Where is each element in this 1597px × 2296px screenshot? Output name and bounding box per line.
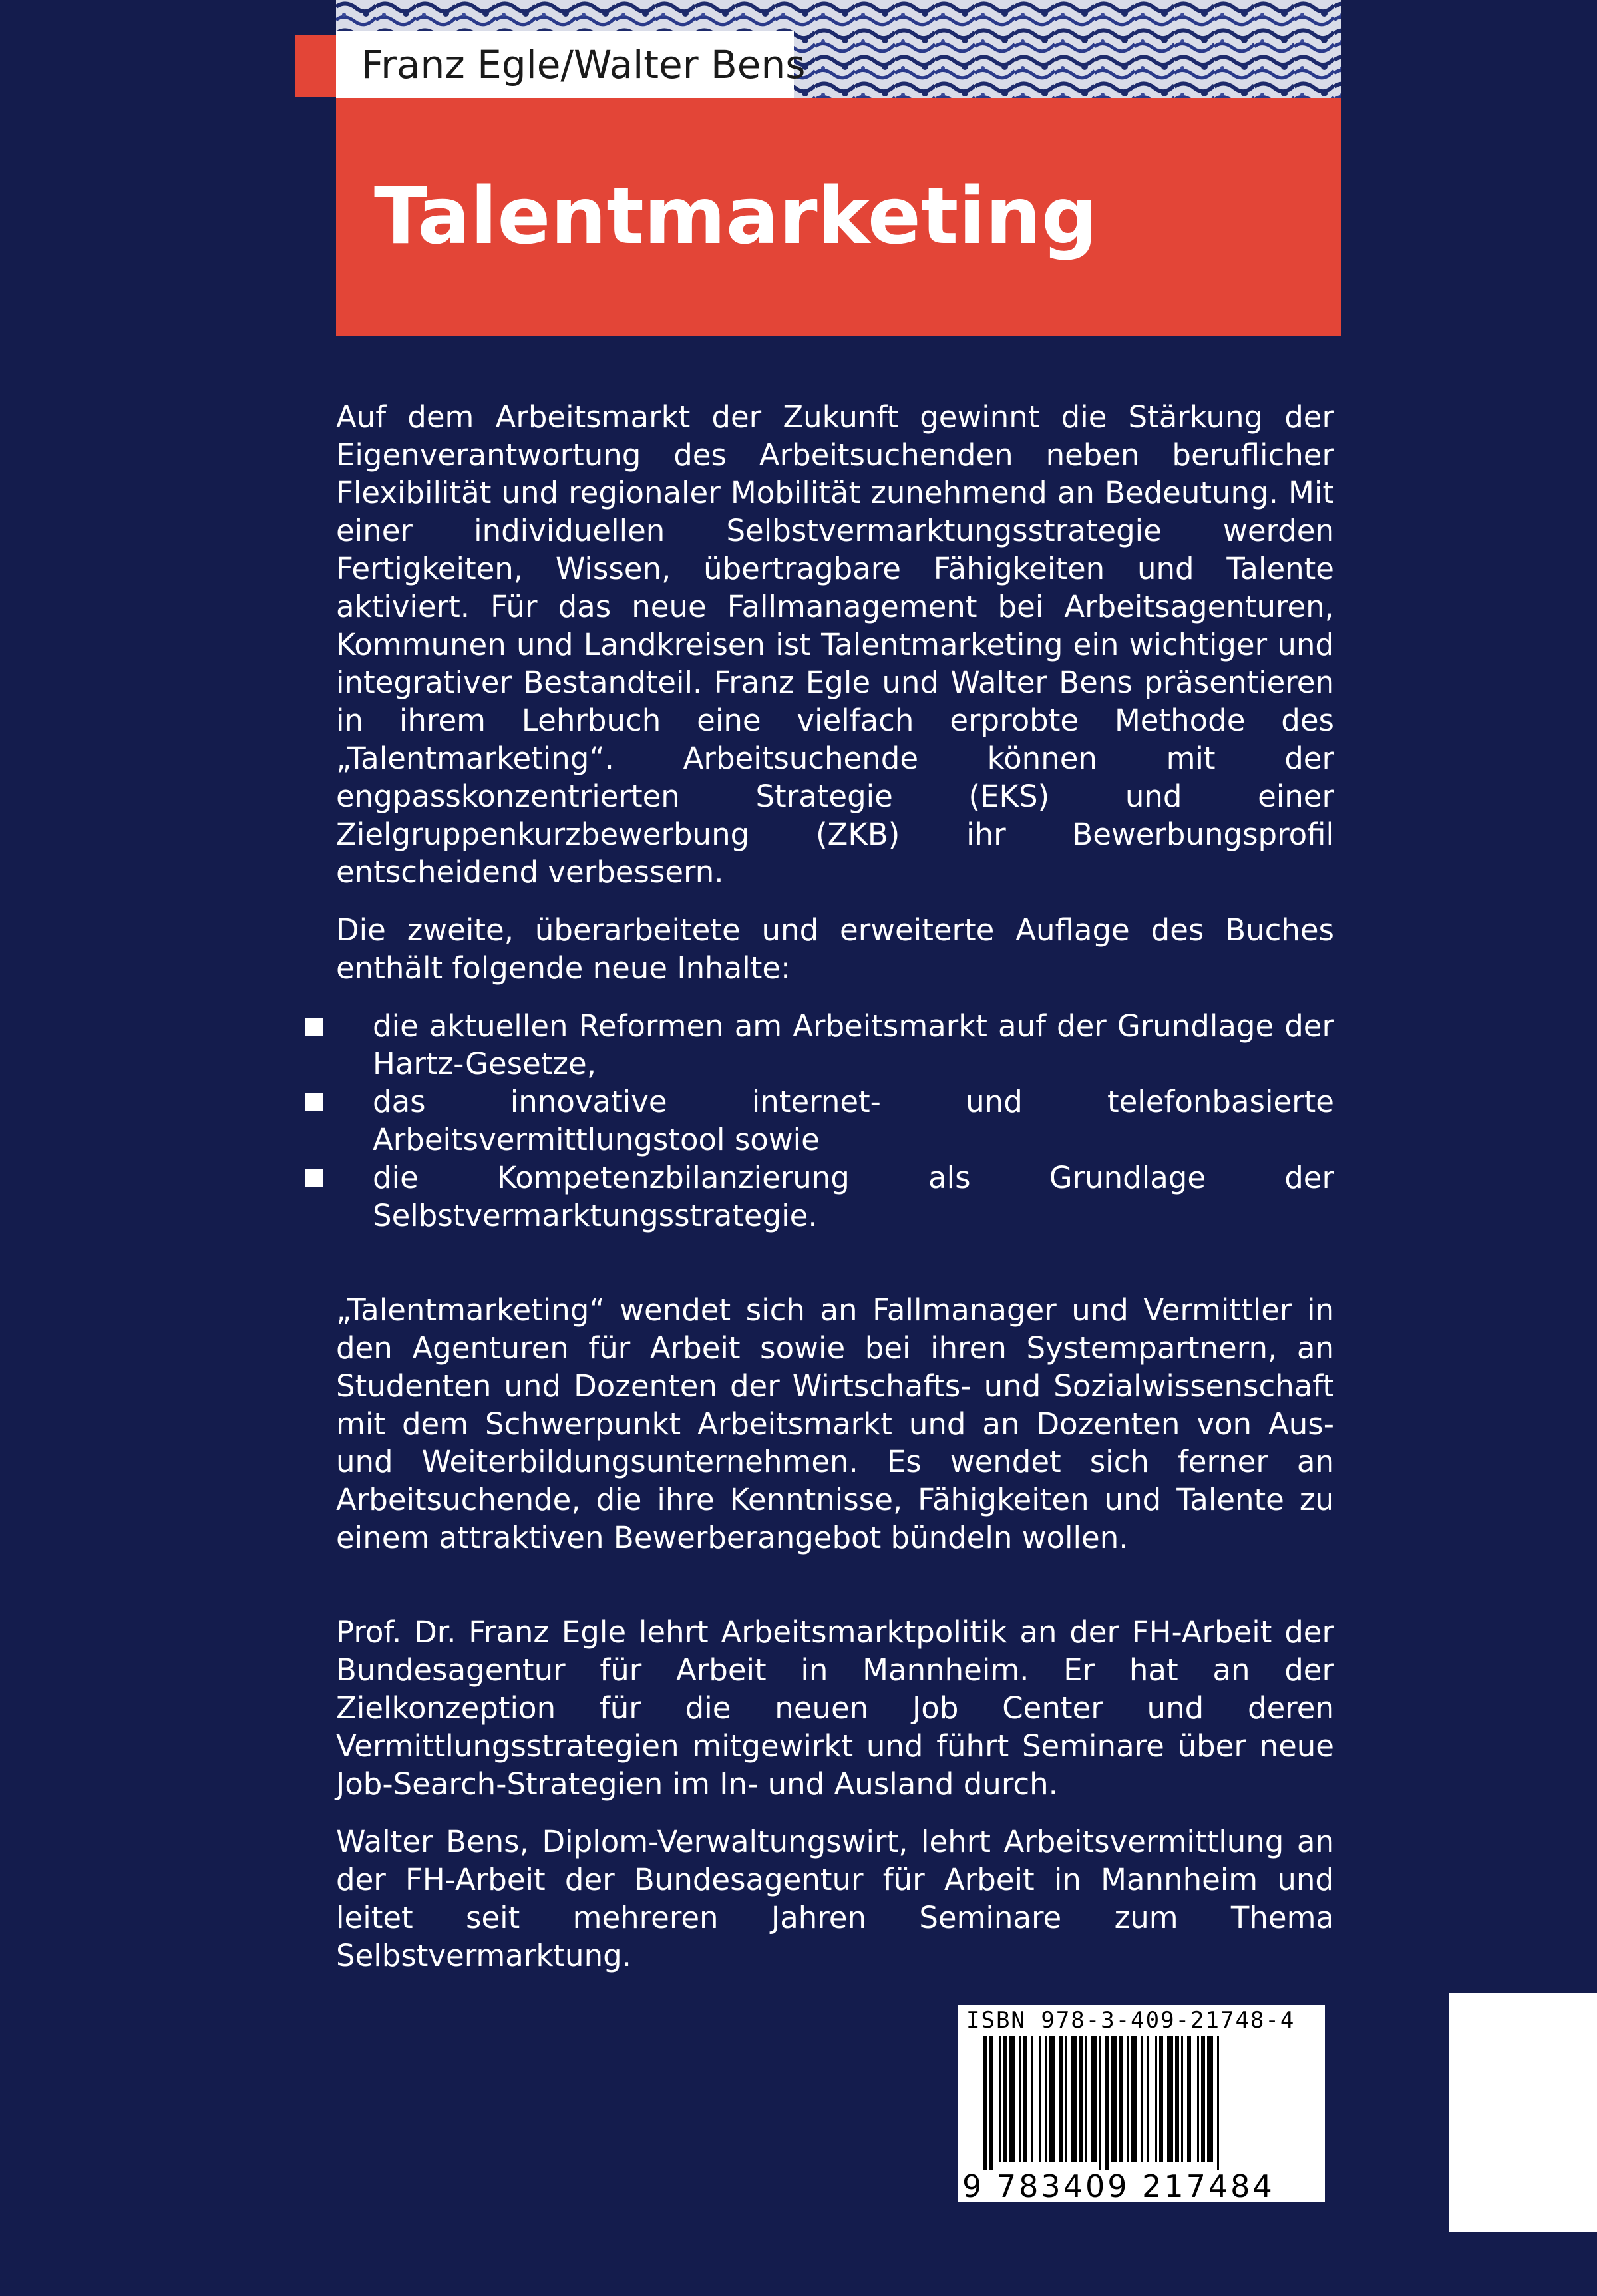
list-item [305,1159,1334,1235]
barcode-panel [958,2005,1325,2202]
list-item-text: die Kompetenzbilanzierung als Grundlage der Selbstvermarktungsstrategie. [373,1160,1334,1233]
corner-sticker-area [1449,1993,1597,2232]
isbn-label: ISBN 978-3-409-21748-4 [966,2007,1296,2034]
square-bullet-icon [305,1093,323,1111]
back-cover-text [336,398,1334,1975]
new-content-list [336,1007,1334,1235]
title-banner [336,98,1341,336]
list-item-text: das innovative internet- und telefonbasierte Arbeitsvermittlungstool sowie [373,1084,1334,1157]
authors: Franz Egle/Walter Bens [361,41,806,87]
audience-paragraph: „Talentmarketing“ wendet sich an Fallmanager und Vermittler in den Agenturen für Arbeit sowie bei ihren Systempartnern, an Studenten und Dozenten der Wirtschafts- und Sozialwissenschaft mit dem Schwerpunkt Arbeitsmarkt und an Dozenten von Aus- und Weiterbildungsunternehmen. Es wendet sich ferner an Arbeitsuchende, die ihre Kenntnisse, Fähigkeiten und Talente zu einem attraktiven Bewerberangebot bündeln wollen. [336,1292,1334,1555]
edition-intro-paragraph: Die zweite, überarbeitete und erweiterte Auflage des Buches enthält folgende neue Inhalte: [336,912,1334,986]
book-title: Talentmarketing [374,170,1098,262]
barcode-digits: 9 783409 217484 [962,2168,1275,2204]
list-item [305,1007,1334,1083]
author-bio-egle: Prof. Dr. Franz Egle lehrt Arbeitsmarktpolitik an der FH-Arbeit der Bundesagentur für Arbeit in Mannheim. Er hat an der Zielkonzeption für die neuen Job Center und deren Vermittlungsstrategien mitgewirkt und führt Seminare über neue Job-Search-Strategien im In- und Ausland durch. [336,1615,1334,1802]
square-bullet-icon [305,1018,323,1036]
description-paragraph: Auf dem Arbeitsmarkt der Zukunft gewinnt die Stärkung der Eigenverantwortung des Arbeitsuchenden neben beruflicher Flexibilität und regionaler Mobilität zunehmend an Bedeutung. Mit einer individuellen Selbstvermarktungsstrategie werden Fertigkeiten, Wissen, übertragbare Fähigkeiten und Talente aktiviert. Für das neue Fallmanagement bei Arbeitsagenturen, Kommunen und Landkreisen ist Talentmarketing ein wichtiger und integrativer Bestandteil. Franz Egle und Walter Bens präsentieren in ihrem Lehrbuch eine vielfach erprobte Methode des „Talentmarketing“. Arbeitsuchende können mit der engpasskonzentrierten Strategie (EKS) und einer Zielgruppenkurzbewerbung (ZKB) ihr Bewerbungsprofil entscheidend verbessern. [336,399,1334,890]
author-banner [336,31,806,98]
barcode-icon [983,2036,1303,2170]
square-bullet-icon [305,1169,323,1187]
list-item-text: die aktuellen Reformen am Arbeitsmarkt auf der Grundlage der Hartz-Gesetze, [373,1008,1334,1081]
author-bio-bens: Walter Bens, Diplom-Verwaltungswirt, lehrt Arbeitsvermittlung an der FH-Arbeit der Bundesagentur für Arbeit in Mannheim und leitet seit mehreren Jahren Seminare zum Thema Selbstvermarktung. [336,1824,1334,1973]
accent-strip [295,35,336,97]
list-item [305,1083,1334,1159]
